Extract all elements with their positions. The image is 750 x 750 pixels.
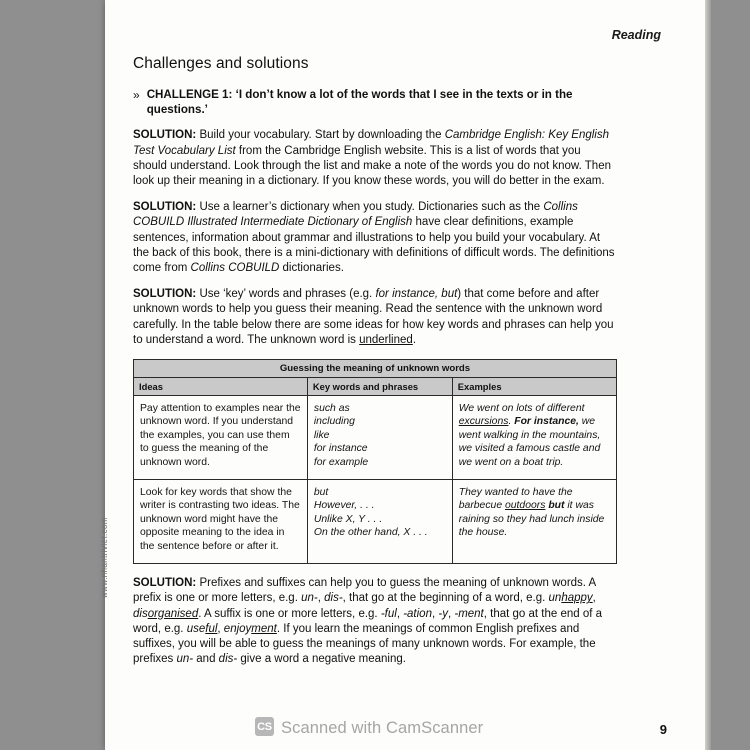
solution-body-1: Build your vocabulary. Start by downloading the Cambridge English: Key English Test Vocabulary List from the Cambridge English website. This is a list of words that you should understand. Look through the list and make a note of the words you do not know. Then look up their meaning in a dictionary. If you know these words, you will do better in the exam. [133, 129, 611, 188]
solution-paragraph-1 [133, 128, 617, 189]
solution-paragraph-4 [133, 576, 617, 667]
page-number: 9 [659, 722, 667, 737]
cell-keywords-1: such as including like for instance for example [307, 396, 452, 480]
solution-label-4: SOLUTION: [133, 577, 197, 590]
left-margin-strip [0, 0, 105, 750]
document-page [100, 0, 705, 750]
page-title: Challenges and solutions [133, 55, 309, 72]
guessing-meaning-table [133, 359, 617, 564]
cell-keywords-2: but However, . . . Unlike X, Y . . . On the other hand, X . . . [307, 480, 452, 564]
book-spine-shadow [705, 0, 711, 750]
cell-examples-1: We went on lots of different excursions. For instance, we went walking in the mountains, we visited a famous castle and we went on a boat trip. [452, 396, 616, 480]
solution-paragraph-3 [133, 287, 617, 348]
table-header-examples: Examples [452, 378, 616, 396]
watermark-url: www.nhantriviet.com [100, 517, 109, 598]
running-head: Reading [611, 28, 661, 42]
page-footer [105, 694, 705, 750]
table-header-ideas: Ideas [134, 378, 308, 396]
challenge-label: CHALLENGE 1: [146, 88, 233, 101]
solution-body-3: Use ‘key’ words and phrases (e.g. for instance, but) that come before and after unknown words to help you guess their meaning. Read the sentence with the unknown word carefully. In the table below there are some ideas for how key words and phrases can help you to understand a word. The unknown word is underlined. [133, 288, 614, 346]
table-row [134, 480, 617, 564]
solution-label-1: SOLUTION: [133, 129, 197, 142]
page-content [133, 55, 617, 678]
camscanner-logo-icon: CS [255, 717, 274, 736]
table-row [134, 396, 617, 480]
table-caption: Guessing the meaning of unknown words [134, 360, 617, 378]
cell-ideas-1: Pay attention to examples near the unknown word. If you understand the examples, you can use them to guess the meaning of the unknown word. [134, 396, 308, 480]
cell-examples-2: They wanted to have the barbecue outdoors but it was raining so they had lunch inside the house. [452, 480, 616, 564]
table-caption-row [134, 360, 617, 378]
table-header-row [134, 378, 617, 396]
solution-paragraph-2 [133, 200, 617, 276]
cell-ideas-2: Look for key words that show the writer is contrasting two ideas. The unknown word might have the opposite meaning to the idea in the sentence before or after it. [134, 480, 308, 564]
camscanner-watermark-text: Scanned with CamScanner [281, 719, 484, 737]
right-margin-strip [705, 0, 750, 750]
solution-label-2: SOLUTION: [133, 201, 197, 214]
solution-body-4: Prefixes and suffixes can help you to guess the meaning of unknown words. A prefix is one or more letters, e.g. un-, dis-, that go at the beginning of a word, e.g. unhappy, disorganised. A suffix is one or more letters, e.g. -ful, -ation, -y, -ment, that go at the end of a word, e.g. useful, enjoyment. If you learn the meanings of common English prefixes and suffixes, you will be able to guess the meanings of many unknown words. For example, the prefixes un- and dis- give a word a negative meaning. [133, 577, 603, 666]
challenge-quote: ‘I don’t know a lot of the words that I see in the texts or in the questions.’ [146, 88, 573, 117]
challenge-text [147, 87, 617, 117]
challenge-block [133, 87, 617, 117]
solution-label-3: SOLUTION: [133, 288, 197, 301]
solution-body-2: Use a learner’s dictionary when you study. Dictionaries such as the Collins COBUILD Illustrated Intermediate Dictionary of English have clear definitions, example sentences, information about grammar and illustrations to help you build your vocabulary. At the back of this book, there is a mini-dictionary with definitions of difficult words. The definitions come from Collins COBUILD dictionaries. [133, 201, 615, 275]
table-header-keywords: Key words and phrases [307, 378, 452, 396]
bullet-icon: » [133, 88, 140, 102]
